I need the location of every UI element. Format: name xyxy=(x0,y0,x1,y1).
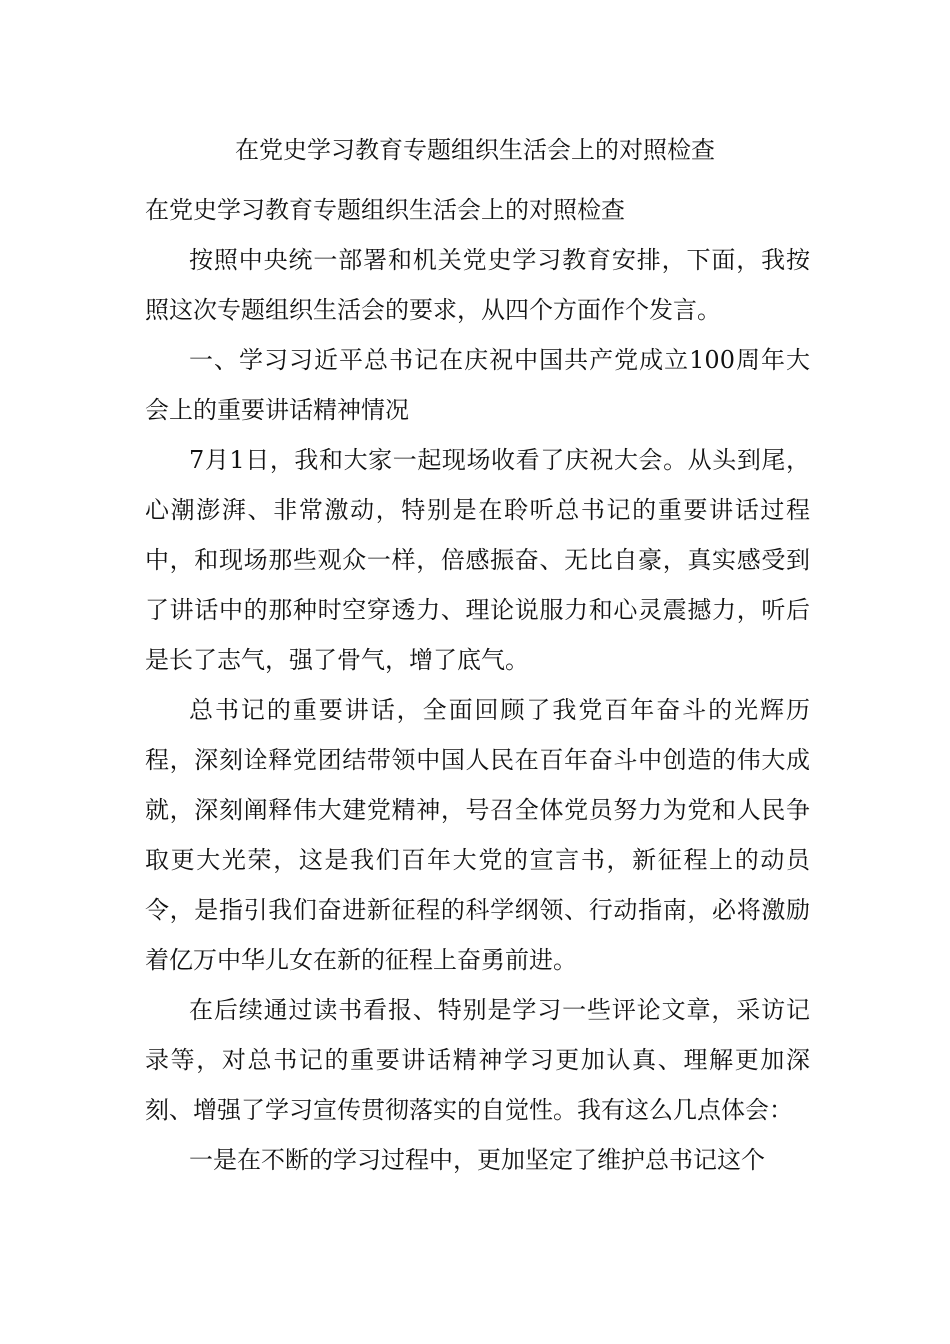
paragraph: 一是在不断的学习过程中，更加坚定了维护总书记这个 xyxy=(189,1146,765,1174)
paragraph: 7月1日，我和大家一起现场收看了庆祝大会。从头到尾，心潮澎湃、非常激动，特别是在聆听总书记的重要讲话过程中，和现场那些观众一样，倍感振奋、无比自豪，真实感受到了讲话中的那种时空穿透力、理论说服力和心灵震撼力，听后是长了志气，强了骨气，增了底气。 xyxy=(145,446,810,674)
document-body xyxy=(145,185,810,1185)
document-title: 在党史学习教育专题组织生活会上的对照检查 xyxy=(235,136,715,164)
paragraph: 总书记的重要讲话，全面回顾了我党百年奋斗的光辉历程，深刻诠释党团结带领中国人民在百年奋斗中创造的伟大成就，深刻阐释伟大建党精神，号召全体党员努力为党和人民争取更大光荣，这是我们百年大党的宣言书，新征程上的动员令，是指引我们奋进新征程的科学纲领、行动指南，必将激励着亿万中华儿女在新的征程上奋勇前进。 xyxy=(145,696,810,974)
paragraph: 在后续通过读书看报、特别是学习一些评论文章，采访记录等，对总书记的重要讲话精神学习更加认真、理解更加深刻、增强了学习宣传贯彻落实的自觉性。我有这么几点体会： xyxy=(145,996,810,1124)
subtitle-line: 在党史学习教育专题组织生活会上的对照检查 xyxy=(145,196,625,224)
section-heading-1: 一、学习习近平总书记在庆祝中国共产党成立100周年大会上的重要讲话精神情况 xyxy=(145,346,810,424)
paragraph-intro: 按照中央统一部署和机关党史学习教育安排，下面，我按照这次专题组织生活会的要求，从四个方面作个发言。 xyxy=(145,246,810,324)
